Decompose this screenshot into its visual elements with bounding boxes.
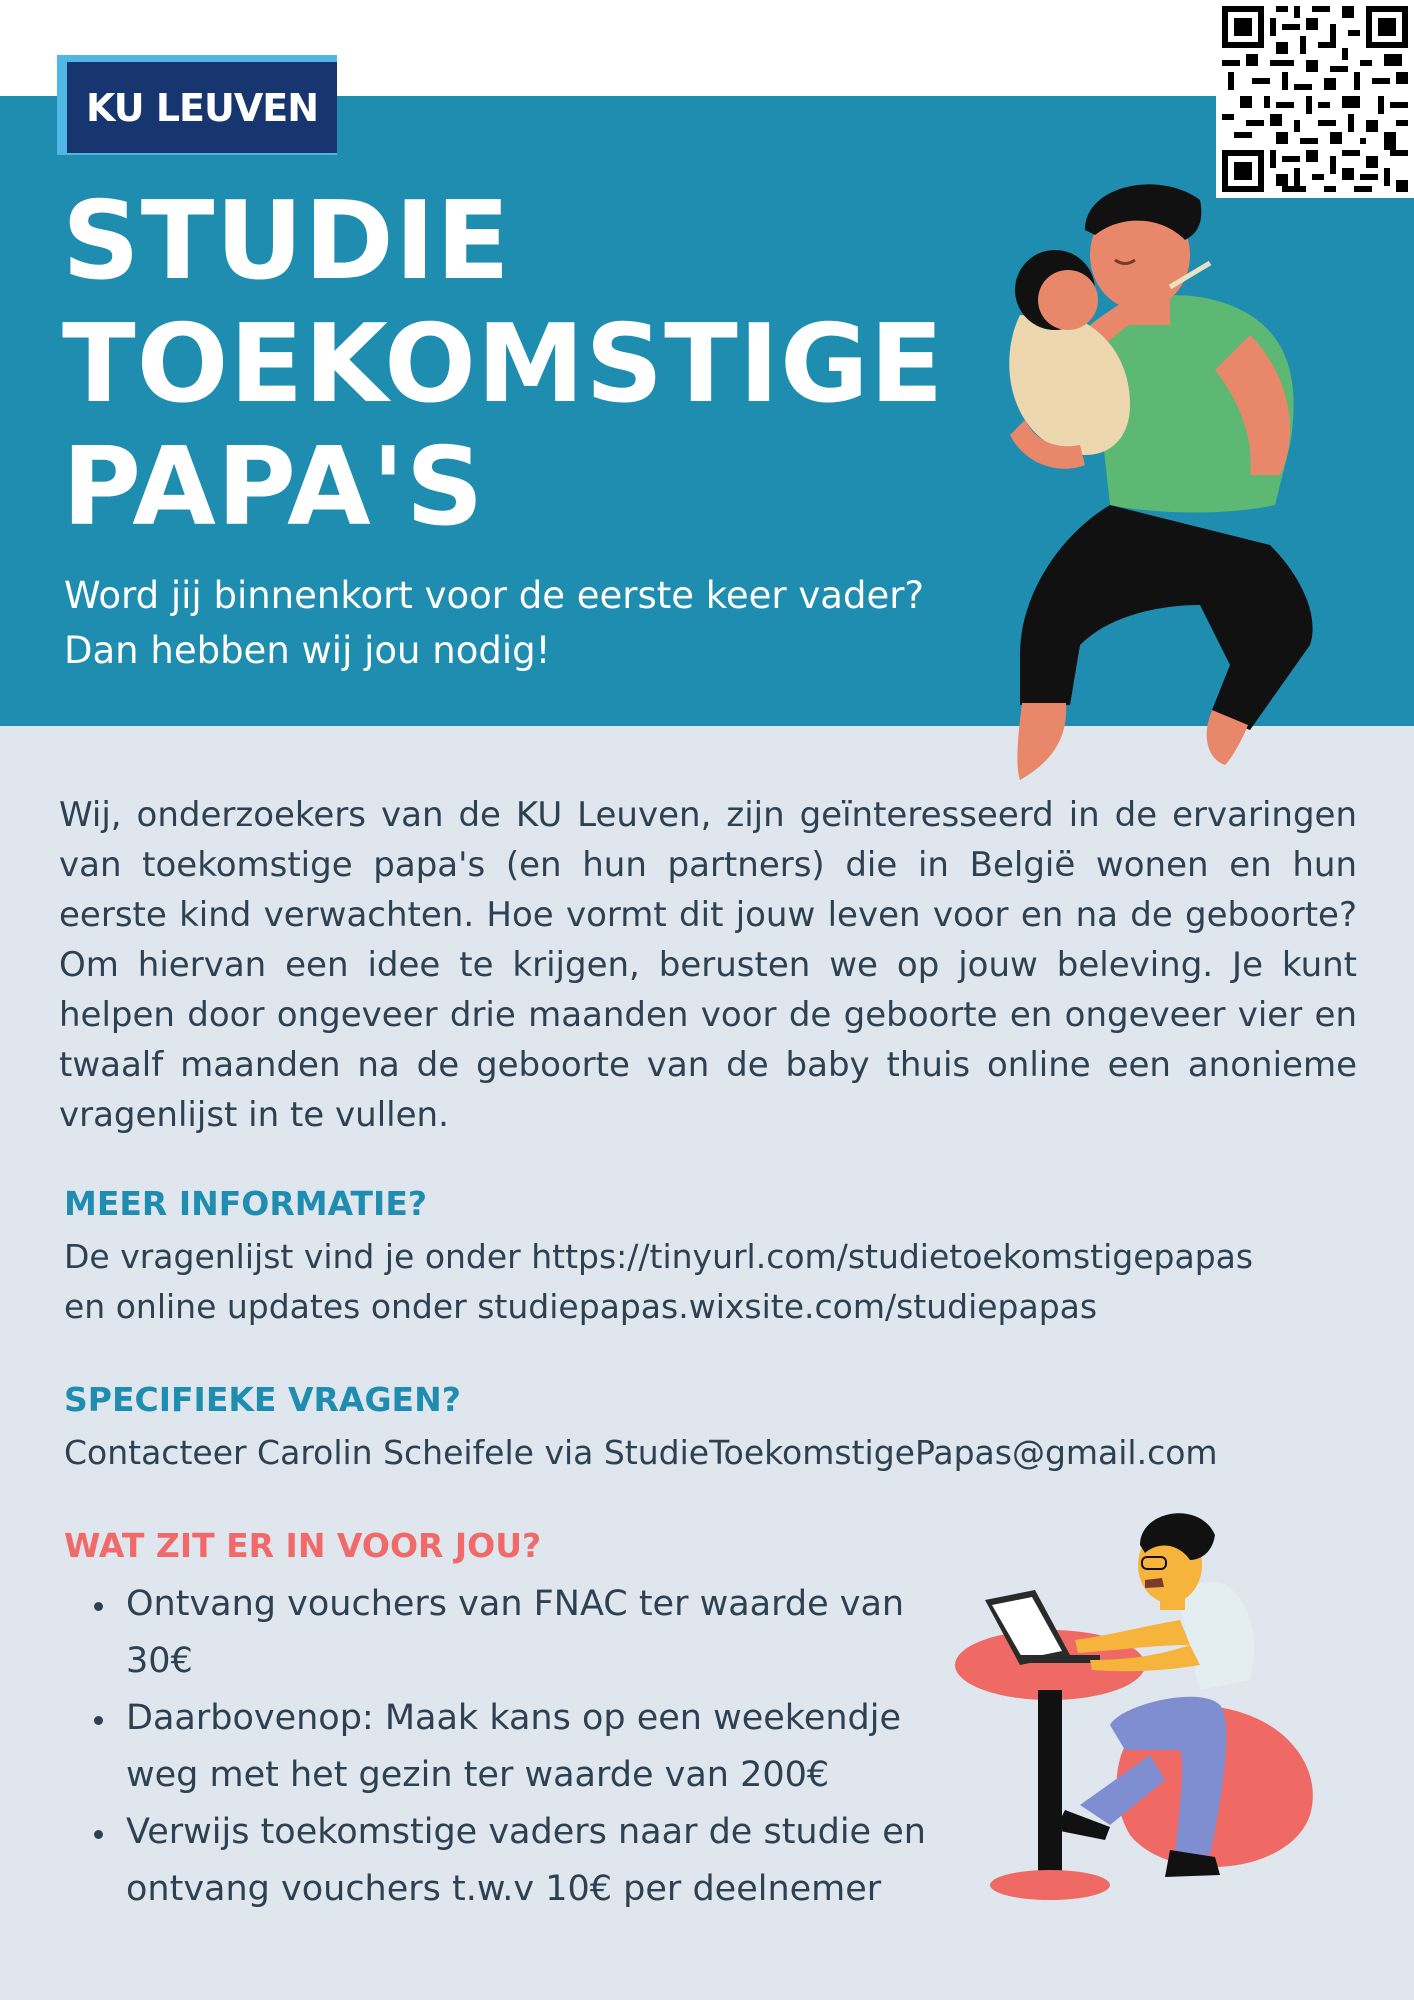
subtitle-line-1: Word jij binnenkort voor de eerste keer vader? — [64, 574, 925, 617]
benefit-3-line-2: ontvang vouchers t.w.v 10€ per deelnemer — [126, 1869, 882, 1909]
questions-line-1[interactable]: Contacteer Carolin Scheifele via StudieToekomstigePapas@gmail.com — [64, 1433, 1218, 1472]
questions-text — [64, 1428, 1218, 1478]
benefit-2-line-2: weg met het gezin ter waarde van 200€ — [126, 1755, 830, 1795]
ku-leuven-logo: KU LEUVEN — [67, 62, 337, 153]
title-line-1: STUDIE — [62, 179, 511, 304]
list-item — [88, 1804, 948, 1918]
benefits-heading: WAT ZIT ER IN VOOR JOU? — [64, 1526, 542, 1565]
benefits-list — [88, 1576, 948, 1918]
page-title — [62, 180, 962, 549]
benefit-1-line-2: 30€ — [126, 1641, 193, 1681]
subtitle — [64, 568, 1004, 678]
father-feeding-baby-illustration — [1000, 175, 1330, 785]
intro-paragraph: Wij, onderzoekers van de KU Leuven, zijn geïnteresseerd in de ervaringen van toekomstige papa's (en hun partners) die in België wonen en hun eerste kind verwachten. Hoe vormt dit jouw leven voor en na de geboorte? Om hiervan een idee te krijgen, berusten we op jouw beleving. Je kunt helpen door ongeveer drie maanden voor de geboorte en ongeveer vier en twaalf maanden na de geboorte van de baby thuis online een anonieme vragenlijst in te vullen. — [59, 795, 1357, 1135]
benefit-1-line-1: Ontvang vouchers van FNAC ter waarde van — [126, 1584, 905, 1624]
man-with-laptop-illustration — [950, 1505, 1380, 1925]
info-heading: MEER INFORMATIE? — [64, 1184, 428, 1223]
subtitle-line-2: Dan hebben wij jou nodig! — [64, 629, 551, 672]
benefit-2-line-1: Daarbovenop: Maak kans op een weekendje — [126, 1698, 902, 1738]
info-line-1[interactable]: De vragenlijst vind je onder https://tinyurl.com/studietoekomstigepapas — [64, 1237, 1254, 1276]
benefit-3-line-1: Verwijs toekomstige vaders naar de studie en — [126, 1812, 926, 1852]
list-item — [88, 1576, 948, 1690]
title-line-3: PAPA'S — [62, 425, 485, 550]
title-line-2: TOEKOMSTIGE — [62, 302, 945, 427]
qr-code-icon — [1216, 0, 1414, 198]
list-item — [88, 1690, 948, 1804]
man-with-laptop-icon — [950, 1505, 1380, 1925]
father-feeding-baby-icon — [1000, 175, 1330, 785]
qr-code[interactable] — [1216, 0, 1414, 198]
questions-heading: SPECIFIEKE VRAGEN? — [64, 1380, 461, 1419]
info-line-2[interactable]: en online updates onder studiepapas.wixsite.com/studiepapas — [64, 1287, 1098, 1326]
info-text — [64, 1232, 1253, 1332]
